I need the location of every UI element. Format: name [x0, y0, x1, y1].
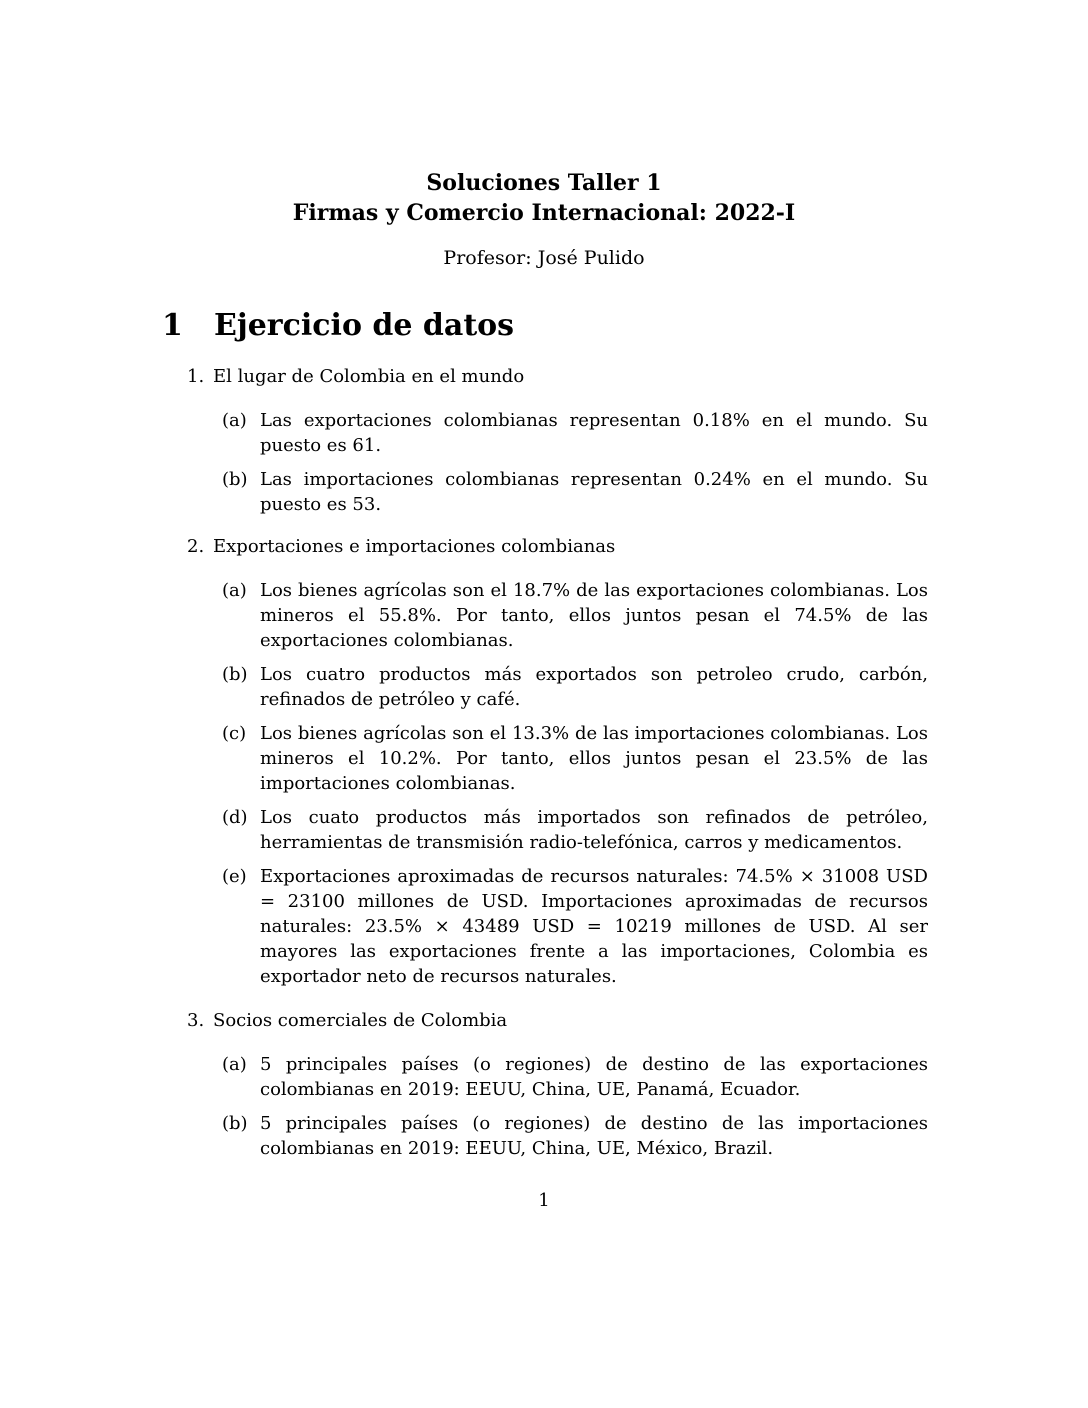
document-title-line2: Firmas y Comercio Internacional: 2022-I — [292, 200, 796, 226]
sub-item — [222, 1052, 928, 1102]
sub-item-text: 5 principales países (o regiones) de destino de las exportaciones colombianas en 2019: EEUU, China, UE, Panamá, Ecuador. — [260, 1054, 928, 1100]
sub-item-text: Exportaciones aproximadas de recursos naturales: 74.5% × 31008 USD = 23100 millones de USD. Importaciones aproximadas de recursos naturales: 23.5% × 43489 USD = 10219 millones de USD. Al ser mayores las exportaciones frente a las importaciones, Colombia es exportador neto de recursos naturales. — [260, 866, 928, 987]
document-title-line1: Soluciones Taller 1 — [426, 170, 662, 196]
sub-item-text: Los cuato productos más importados son refinados de petróleo, herramientas de transmisión radio-telefónica, carros y medicamentos. — [260, 807, 928, 853]
section-number: 1 — [162, 308, 183, 343]
list-item — [187, 536, 615, 557]
sub-item-label: (b) — [222, 664, 248, 685]
sub-item-label: (a) — [222, 580, 247, 601]
sub-item-label: (e) — [222, 866, 247, 887]
sub-item-text: Los bienes agrícolas son el 13.3% de las importaciones colombianas. Los mineros el 10.2%. Por tanto, ellos juntos pesan el 23.5% de las importaciones colombianas. — [260, 723, 928, 794]
sub-item-label: (a) — [222, 410, 247, 431]
page-number: 1 — [538, 1190, 550, 1211]
list-item — [187, 366, 524, 387]
list-item — [187, 1010, 507, 1031]
sub-item-label: (b) — [222, 469, 248, 490]
sub-item-text: Los cuatro productos más exportados son petroleo crudo, carbón, refinados de petróleo y café. — [260, 664, 928, 710]
sub-item-label: (d) — [222, 807, 248, 828]
list-item-number: 3. — [187, 1010, 205, 1031]
section-title: Ejercicio de datos — [214, 308, 515, 343]
sub-item — [222, 721, 928, 796]
sub-item-text: Los bienes agrícolas son el 18.7% de las exportaciones colombianas. Los mineros el 55.8%. Por tanto, ellos juntos pesan el 74.5% de las exportaciones colombianas. — [260, 580, 928, 651]
sub-item-text: 5 principales países (o regiones) de destino de las importaciones colombianas en 2019: EEUU, China, UE, México, Brazil. — [260, 1113, 928, 1159]
sub-item-label: (a) — [222, 1054, 247, 1075]
list-item-title: El lugar de Colombia en el mundo — [213, 366, 525, 387]
list-item-number: 1. — [187, 366, 205, 387]
sub-item — [222, 805, 928, 855]
sub-item — [222, 864, 928, 989]
document-author: Profesor: José Pulido — [443, 247, 645, 269]
list-item-title: Socios comerciales de Colombia — [213, 1010, 508, 1031]
sub-item — [222, 1111, 928, 1161]
sub-item-text: Las exportaciones colombianas representan 0.18% en el mundo. Su puesto es 61. — [260, 410, 928, 456]
sub-item — [222, 408, 928, 458]
sub-item-text: Las importaciones colombianas representan 0.24% en el mundo. Su puesto es 53. — [260, 469, 928, 515]
list-item-title: Exportaciones e importaciones colombianas — [213, 536, 616, 557]
list-item-number: 2. — [187, 536, 205, 557]
sub-item-label: (b) — [222, 1113, 248, 1134]
section-heading — [162, 308, 514, 343]
sub-item — [222, 662, 928, 712]
sub-item — [222, 467, 928, 517]
sub-item-label: (c) — [222, 723, 247, 744]
sub-item — [222, 578, 928, 653]
